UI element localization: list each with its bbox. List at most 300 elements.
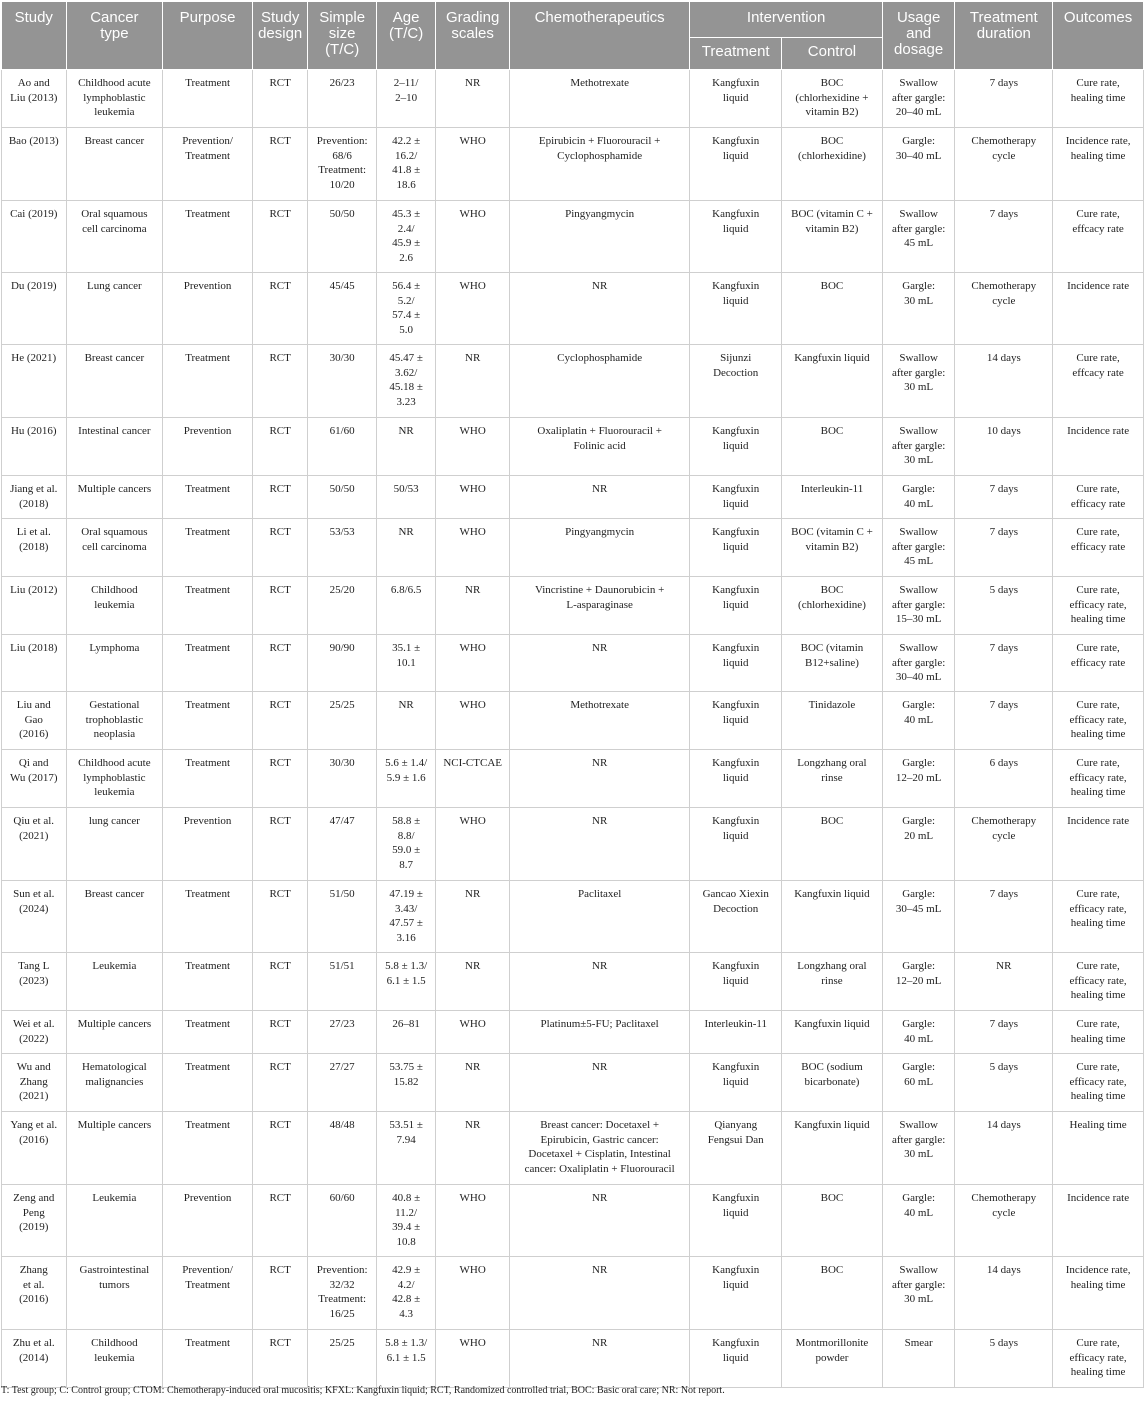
cell-cancer-type: Intestinal cancer — [66, 418, 163, 476]
cell-cancer-type: lung cancer — [66, 808, 163, 881]
cell-grading-scales: WHO — [436, 1330, 510, 1388]
cell-purpose: Prevention — [163, 1185, 253, 1257]
header-purpose: Purpose — [163, 2, 253, 70]
header-study-design: Study design — [252, 2, 307, 70]
cell-grading-scales: WHO — [436, 1011, 510, 1054]
cell-age: 56.4 ± 5.2/ 57.4 ± 5.0 — [376, 273, 435, 345]
cell-purpose: Treatment — [163, 345, 253, 418]
cell-usage-dosage: Gargle: 40 mL — [882, 1185, 955, 1257]
cell-treatment: Kangfuxin liquid — [690, 1257, 782, 1330]
cell-grading-scales: WHO — [436, 519, 510, 577]
cell-age: 5.8 ± 1.3/ 6.1 ± 1.5 — [376, 1330, 435, 1388]
cell-outcomes: Cure rate, efficacy rate, healing time — [1053, 750, 1144, 808]
cell-grading-scales: NR — [436, 1054, 510, 1112]
cell-study: Liu (2018) — [2, 635, 67, 692]
cell-age: 35.1 ± 10.1 — [376, 635, 435, 692]
cell-cancer-type: Breast cancer — [66, 881, 163, 953]
cell-purpose: Treatment — [163, 750, 253, 808]
cell-age: 26–81 — [376, 1011, 435, 1054]
cell-treatment: Kangfuxin liquid — [690, 418, 782, 476]
cell-study: Li et al. (2018) — [2, 519, 67, 577]
cell-study: Tang L (2023) — [2, 953, 67, 1011]
cell-cancer-type: Leukemia — [66, 953, 163, 1011]
cell-cancer-type: Childhood acute lymphoblastic leukemia — [66, 750, 163, 808]
cell-outcomes: Incidence rate — [1053, 808, 1144, 881]
cell-sample-size: 25/25 — [308, 1330, 377, 1388]
cell-cancer-type: Leukemia — [66, 1185, 163, 1257]
cell-usage-dosage: Swallow after gargle: 15–30 mL — [882, 577, 955, 635]
cell-grading-scales: NR — [436, 70, 510, 128]
cell-purpose: Treatment — [163, 1054, 253, 1112]
header-chemotherapeutics: Chemotherapeutics — [509, 2, 689, 70]
cell-treatment: Kangfuxin liquid — [690, 476, 782, 519]
cell-treatment-duration: 14 days — [955, 1257, 1053, 1330]
cell-age: 42.9 ± 4.2/ 42.8 ± 4.3 — [376, 1257, 435, 1330]
cell-control: BOC (vitamin C + vitamin B2) — [782, 201, 883, 273]
cell-treatment: Kangfuxin liquid — [690, 577, 782, 635]
cell-outcomes: Incidence rate — [1053, 1185, 1144, 1257]
cell-usage-dosage: Gargle: 30 mL — [882, 273, 955, 345]
cell-sample-size: 48/48 — [308, 1112, 377, 1185]
cell-control: Kangfuxin liquid — [782, 1112, 883, 1185]
cell-outcomes: Incidence rate, healing time — [1053, 1257, 1144, 1330]
cell-sample-size: 51/50 — [308, 881, 377, 953]
table-row — [2, 476, 1144, 519]
table-row — [2, 692, 1144, 750]
cell-usage-dosage: Gargle: 30–40 mL — [882, 128, 955, 201]
table-row — [2, 577, 1144, 635]
cell-study: Cai (2019) — [2, 201, 67, 273]
cell-sample-size: 51/51 — [308, 953, 377, 1011]
cell-purpose: Prevention/ Treatment — [163, 1257, 253, 1330]
cell-usage-dosage: Swallow after gargle: 45 mL — [882, 201, 955, 273]
cell-study-design: RCT — [252, 953, 307, 1011]
cell-study-design: RCT — [252, 128, 307, 201]
cell-usage-dosage: Swallow after gargle: 20–40 mL — [882, 70, 955, 128]
cell-chemotherapeutics: Cyclophosphamide — [509, 345, 689, 418]
cell-grading-scales: WHO — [436, 418, 510, 476]
cell-study-design: RCT — [252, 750, 307, 808]
cell-control: BOC — [782, 808, 883, 881]
cell-purpose: Treatment — [163, 1112, 253, 1185]
table-body — [2, 70, 1144, 1388]
cell-purpose: Treatment — [163, 1011, 253, 1054]
cell-usage-dosage: Swallow after gargle: 30–40 mL — [882, 635, 955, 692]
cell-grading-scales: NR — [436, 881, 510, 953]
table-row — [2, 1257, 1144, 1330]
cell-study-design: RCT — [252, 418, 307, 476]
cell-study-design: RCT — [252, 635, 307, 692]
cell-control: BOC — [782, 1257, 883, 1330]
cell-grading-scales: NR — [436, 345, 510, 418]
cell-study: Sun et al. (2024) — [2, 881, 67, 953]
cell-sample-size: 47/47 — [308, 808, 377, 881]
cell-outcomes: Cure rate, efficacy rate, healing time — [1053, 1054, 1144, 1112]
cell-study-design: RCT — [252, 1330, 307, 1388]
cell-age: NR — [376, 418, 435, 476]
cell-chemotherapeutics: NR — [509, 750, 689, 808]
cell-sample-size: 30/30 — [308, 750, 377, 808]
cell-treatment: Kangfuxin liquid — [690, 273, 782, 345]
cell-treatment: Kangfuxin liquid — [690, 128, 782, 201]
cell-study: Wu and Zhang (2021) — [2, 1054, 67, 1112]
cell-control: Tinidazole — [782, 692, 883, 750]
header-age: Age (T/C) — [376, 2, 435, 70]
cell-sample-size: Prevention: 68/6 Treatment: 10/20 — [308, 128, 377, 201]
header-intervention: Intervention — [690, 2, 883, 38]
cell-study-design: RCT — [252, 70, 307, 128]
cell-grading-scales: NCI-CTCAE — [436, 750, 510, 808]
cell-outcomes: Cure rate, efficacy rate, healing time — [1053, 881, 1144, 953]
cell-cancer-type: Multiple cancers — [66, 1011, 163, 1054]
table-row — [2, 128, 1144, 201]
cell-sample-size: 90/90 — [308, 635, 377, 692]
cell-sample-size: 60/60 — [308, 1185, 377, 1257]
cell-usage-dosage: Swallow after gargle: 30 mL — [882, 345, 955, 418]
cell-study-design: RCT — [252, 273, 307, 345]
cell-control: BOC (vitamin B12+saline) — [782, 635, 883, 692]
table-row — [2, 750, 1144, 808]
cell-age: 5.8 ± 1.3/ 6.1 ± 1.5 — [376, 953, 435, 1011]
cell-sample-size: 50/50 — [308, 476, 377, 519]
cell-age: 50/53 — [376, 476, 435, 519]
cell-outcomes: Incidence rate — [1053, 418, 1144, 476]
cell-study: Yang et al. (2016) — [2, 1112, 67, 1185]
cell-chemotherapeutics: NR — [509, 476, 689, 519]
cell-study-design: RCT — [252, 692, 307, 750]
cell-grading-scales: WHO — [436, 201, 510, 273]
header-sample-size: Simple size (T/C) — [308, 2, 377, 70]
cell-study: Bao (2013) — [2, 128, 67, 201]
cell-study-design: RCT — [252, 1185, 307, 1257]
cell-grading-scales: NR — [436, 1112, 510, 1185]
cell-control: BOC (sodium bicarbonate) — [782, 1054, 883, 1112]
cell-study-design: RCT — [252, 1011, 307, 1054]
cell-purpose: Prevention — [163, 808, 253, 881]
cell-sample-size: 25/25 — [308, 692, 377, 750]
cell-study: Zeng and Peng (2019) — [2, 1185, 67, 1257]
cell-study-design: RCT — [252, 1112, 307, 1185]
cell-study: Qiu et al. (2021) — [2, 808, 67, 881]
cell-cancer-type: Multiple cancers — [66, 476, 163, 519]
cell-purpose: Treatment — [163, 635, 253, 692]
cell-outcomes: Cure rate, efficacy rate, healing time — [1053, 953, 1144, 1011]
cell-purpose: Treatment — [163, 519, 253, 577]
cell-treatment: Kangfuxin liquid — [690, 1330, 782, 1388]
cell-purpose: Treatment — [163, 1330, 253, 1388]
cell-usage-dosage: Gargle: 60 mL — [882, 1054, 955, 1112]
cell-study: Ao and Liu (2013) — [2, 70, 67, 128]
cell-sample-size: 50/50 — [308, 201, 377, 273]
cell-cancer-type: Oral squamous cell carcinoma — [66, 201, 163, 273]
cell-study: Zhang et al. (2016) — [2, 1257, 67, 1330]
cell-chemotherapeutics: NR — [509, 1330, 689, 1388]
cell-usage-dosage: Swallow after gargle: 30 mL — [882, 418, 955, 476]
cell-treatment: Kangfuxin liquid — [690, 201, 782, 273]
cell-chemotherapeutics: Paclitaxel — [509, 881, 689, 953]
cell-control: Longzhang oral rinse — [782, 750, 883, 808]
cell-chemotherapeutics: Pingyangmycin — [509, 519, 689, 577]
cell-study: He (2021) — [2, 345, 67, 418]
cell-treatment: Qianyang Fengsui Dan — [690, 1112, 782, 1185]
cell-treatment-duration: 7 days — [955, 201, 1053, 273]
cell-treatment: Kangfuxin liquid — [690, 1185, 782, 1257]
cell-treatment-duration: 7 days — [955, 1011, 1053, 1054]
cell-study: Qi and Wu (2017) — [2, 750, 67, 808]
cell-purpose: Treatment — [163, 201, 253, 273]
cell-treatment-duration: NR — [955, 953, 1053, 1011]
cell-control: BOC (chlorhexidine + vitamin B2) — [782, 70, 883, 128]
cell-grading-scales: WHO — [436, 128, 510, 201]
cell-treatment-duration: 6 days — [955, 750, 1053, 808]
cell-age: 45.3 ± 2.4/ 45.9 ± 2.6 — [376, 201, 435, 273]
cell-grading-scales: WHO — [436, 808, 510, 881]
cell-treatment-duration: 7 days — [955, 881, 1053, 953]
cell-grading-scales: WHO — [436, 1257, 510, 1330]
cell-usage-dosage: Gargle: 30–45 mL — [882, 881, 955, 953]
cell-sample-size: 30/30 — [308, 345, 377, 418]
cell-usage-dosage: Swallow after gargle: 45 mL — [882, 519, 955, 577]
cell-outcomes: Cure rate, efficacy rate, healing time — [1053, 577, 1144, 635]
cell-age: 5.6 ± 1.4/ 5.9 ± 1.6 — [376, 750, 435, 808]
cell-study-design: RCT — [252, 1054, 307, 1112]
cell-purpose: Treatment — [163, 953, 253, 1011]
cell-treatment-duration: 14 days — [955, 1112, 1053, 1185]
cell-age: 42.2 ± 16.2/ 41.8 ± 18.6 — [376, 128, 435, 201]
cell-purpose: Treatment — [163, 881, 253, 953]
cell-cancer-type: Gestational trophoblastic neoplasia — [66, 692, 163, 750]
table-row — [2, 201, 1144, 273]
header-treatment: Treatment — [690, 38, 782, 70]
cell-chemotherapeutics: NR — [509, 953, 689, 1011]
table-row — [2, 881, 1144, 953]
table-row — [2, 519, 1144, 577]
cell-outcomes: Cure rate, efficacy rate — [1053, 635, 1144, 692]
cell-usage-dosage: Gargle: 20 mL — [882, 808, 955, 881]
cell-control: Montmorillonite powder — [782, 1330, 883, 1388]
cell-treatment-duration: 7 days — [955, 476, 1053, 519]
cell-study-design: RCT — [252, 476, 307, 519]
table-row — [2, 1112, 1144, 1185]
cell-outcomes: Cure rate, effcacy rate — [1053, 345, 1144, 418]
table-row — [2, 808, 1144, 881]
cell-usage-dosage: Gargle: 40 mL — [882, 476, 955, 519]
cell-study-design: RCT — [252, 519, 307, 577]
cell-treatment: Interleukin-11 — [690, 1011, 782, 1054]
cell-treatment: Kangfuxin liquid — [690, 635, 782, 692]
table-row — [2, 1011, 1144, 1054]
cell-sample-size: 25/20 — [308, 577, 377, 635]
cell-usage-dosage: Smear — [882, 1330, 955, 1388]
cell-control: Kangfuxin liquid — [782, 345, 883, 418]
table-footnote: T: Test group; C: Control group; CTOM: Chemotherapy-induced oral mucositis; KFXL: Kangfuxin liquid; RCT, Randomized controlled trial, BOC: Basic oral care; NR: Not report. — [1, 1385, 725, 1396]
cell-outcomes: Incidence rate — [1053, 273, 1144, 345]
cell-sample-size: Prevention: 32/32 Treatment: 16/25 — [308, 1257, 377, 1330]
cell-chemotherapeutics: NR — [509, 1054, 689, 1112]
cell-study: Hu (2016) — [2, 418, 67, 476]
cell-study-design: RCT — [252, 881, 307, 953]
cell-cancer-type: Childhood leukemia — [66, 577, 163, 635]
table-row — [2, 953, 1144, 1011]
cell-cancer-type: Gastrointestinal tumors — [66, 1257, 163, 1330]
cell-purpose: Treatment — [163, 476, 253, 519]
cell-purpose: Prevention — [163, 273, 253, 345]
cell-grading-scales: WHO — [436, 476, 510, 519]
cell-chemotherapeutics: Methotrexate — [509, 692, 689, 750]
cell-treatment: Gancao Xiexin Decoction — [690, 881, 782, 953]
header-usage-dosage: Usage and dosage — [882, 2, 955, 70]
cell-purpose: Treatment — [163, 692, 253, 750]
cell-cancer-type: Childhood leukemia — [66, 1330, 163, 1388]
cell-study-design: RCT — [252, 577, 307, 635]
cell-cancer-type: Lung cancer — [66, 273, 163, 345]
cell-control: BOC — [782, 1185, 883, 1257]
cell-treatment-duration: 5 days — [955, 1054, 1053, 1112]
cell-treatment-duration: 14 days — [955, 345, 1053, 418]
cell-age: 47.19 ± 3.43/ 47.57 ± 3.16 — [376, 881, 435, 953]
table-header-row — [2, 2, 1144, 38]
cell-study-design: RCT — [252, 1257, 307, 1330]
cell-treatment-duration: 5 days — [955, 577, 1053, 635]
cell-sample-size: 45/45 — [308, 273, 377, 345]
cell-treatment: Kangfuxin liquid — [690, 1054, 782, 1112]
cell-grading-scales: WHO — [436, 692, 510, 750]
table-row — [2, 418, 1144, 476]
header-grading-scales: Grading scales — [436, 2, 510, 70]
cell-outcomes: Cure rate, efficacy rate, healing time — [1053, 1330, 1144, 1388]
cell-study-design: RCT — [252, 345, 307, 418]
cell-chemotherapeutics: NR — [509, 273, 689, 345]
cell-treatment: Kangfuxin liquid — [690, 953, 782, 1011]
cell-treatment: Kangfuxin liquid — [690, 808, 782, 881]
table-row — [2, 70, 1144, 128]
cell-chemotherapeutics: NR — [509, 635, 689, 692]
cell-cancer-type: Childhood acute lymphoblastic leukemia — [66, 70, 163, 128]
cell-study: Liu (2012) — [2, 577, 67, 635]
cell-usage-dosage: Gargle: 40 mL — [882, 1011, 955, 1054]
cell-control: Longzhang oral rinse — [782, 953, 883, 1011]
cell-sample-size: 27/23 — [308, 1011, 377, 1054]
cell-cancer-type: Lymphoma — [66, 635, 163, 692]
cell-chemotherapeutics: Methotrexate — [509, 70, 689, 128]
cell-sample-size: 27/27 — [308, 1054, 377, 1112]
cell-outcomes: Cure rate, effcacy rate — [1053, 201, 1144, 273]
cell-control: BOC — [782, 418, 883, 476]
header-treatment-duration: Treatment duration — [955, 2, 1053, 70]
cell-treatment-duration: 7 days — [955, 70, 1053, 128]
cell-cancer-type: Oral squamous cell carcinoma — [66, 519, 163, 577]
cell-age: NR — [376, 692, 435, 750]
cell-age: 45.47 ± 3.62/ 45.18 ± 3.23 — [376, 345, 435, 418]
cell-age: 58.8 ± 8.8/ 59.0 ± 8.7 — [376, 808, 435, 881]
cell-study: Zhu et al. (2014) — [2, 1330, 67, 1388]
cell-control: Kangfuxin liquid — [782, 1011, 883, 1054]
cell-treatment-duration: 10 days — [955, 418, 1053, 476]
cell-cancer-type: Hematological malignancies — [66, 1054, 163, 1112]
cell-outcomes: Cure rate, healing time — [1053, 70, 1144, 128]
cell-control: Interleukin-11 — [782, 476, 883, 519]
header-cancer-type: Cancer type — [66, 2, 163, 70]
cell-control: BOC (chlorhexidine) — [782, 128, 883, 201]
cell-sample-size: 53/53 — [308, 519, 377, 577]
cell-sample-size: 26/23 — [308, 70, 377, 128]
cell-outcomes: Cure rate, efficacy rate — [1053, 519, 1144, 577]
cell-cancer-type: Multiple cancers — [66, 1112, 163, 1185]
cell-grading-scales: NR — [436, 953, 510, 1011]
header-outcomes: Outcomes — [1053, 2, 1144, 70]
cell-treatment-duration: 7 days — [955, 692, 1053, 750]
cell-grading-scales: NR — [436, 577, 510, 635]
cell-grading-scales: WHO — [436, 273, 510, 345]
cell-usage-dosage: Swallow after gargle: 30 mL — [882, 1112, 955, 1185]
cell-chemotherapeutics: Breast cancer: Docetaxel + Epirubicin, Gastric cancer: Docetaxel + Cisplatin, Intestinal cancer: Oxaliplatin + Fluorouracil — [509, 1112, 689, 1185]
cell-usage-dosage: Gargle: 40 mL — [882, 692, 955, 750]
cell-age: 6.8/6.5 — [376, 577, 435, 635]
cell-outcomes: Incidence rate, healing time — [1053, 128, 1144, 201]
cell-usage-dosage: Gargle: 12–20 mL — [882, 953, 955, 1011]
cell-treatment-duration: 7 days — [955, 519, 1053, 577]
cell-outcomes: Cure rate, efficacy rate, healing time — [1053, 692, 1144, 750]
cell-sample-size: 61/60 — [308, 418, 377, 476]
cell-usage-dosage: Gargle: 12–20 mL — [882, 750, 955, 808]
cell-outcomes: Healing time — [1053, 1112, 1144, 1185]
cell-treatment-duration: 5 days — [955, 1330, 1053, 1388]
cell-control: Kangfuxin liquid — [782, 881, 883, 953]
header-study: Study — [2, 2, 67, 70]
cell-cancer-type: Breast cancer — [66, 128, 163, 201]
cell-cancer-type: Breast cancer — [66, 345, 163, 418]
cell-treatment: Kangfuxin liquid — [690, 750, 782, 808]
table-row — [2, 635, 1144, 692]
cell-purpose: Prevention/ Treatment — [163, 128, 253, 201]
cell-control: BOC (chlorhexidine) — [782, 577, 883, 635]
cell-study: Du (2019) — [2, 273, 67, 345]
table-row — [2, 1330, 1144, 1388]
cell-treatment: Kangfuxin liquid — [690, 519, 782, 577]
cell-chemotherapeutics: NR — [509, 808, 689, 881]
cell-grading-scales: WHO — [436, 1185, 510, 1257]
cell-age: 40.8 ± 11.2/ 39.4 ± 10.8 — [376, 1185, 435, 1257]
cell-chemotherapeutics: Vincristine + Daunorubicin + L-asparaginase — [509, 577, 689, 635]
cell-control: BOC (vitamin C + vitamin B2) — [782, 519, 883, 577]
cell-outcomes: Cure rate, healing time — [1053, 1011, 1144, 1054]
cell-treatment: Kangfuxin liquid — [690, 692, 782, 750]
cell-outcomes: Cure rate, efficacy rate — [1053, 476, 1144, 519]
cell-chemotherapeutics: Oxaliplatin + Fluorouracil + Folinic acid — [509, 418, 689, 476]
cell-treatment-duration: 7 days — [955, 635, 1053, 692]
cell-usage-dosage: Swallow after gargle: 30 mL — [882, 1257, 955, 1330]
cell-age: NR — [376, 519, 435, 577]
cell-study-design: RCT — [252, 808, 307, 881]
cell-age: 53.75 ± 15.82 — [376, 1054, 435, 1112]
cell-chemotherapeutics: NR — [509, 1257, 689, 1330]
cell-treatment-duration: Chemotherapy cycle — [955, 273, 1053, 345]
cell-treatment: Kangfuxin liquid — [690, 70, 782, 128]
cell-chemotherapeutics: NR — [509, 1185, 689, 1257]
table-row — [2, 345, 1144, 418]
cell-treatment-duration: Chemotherapy cycle — [955, 128, 1053, 201]
cell-chemotherapeutics: Platinum±5-FU; Paclitaxel — [509, 1011, 689, 1054]
table-row — [2, 273, 1144, 345]
cell-treatment: Sijunzi Decoction — [690, 345, 782, 418]
cell-purpose: Treatment — [163, 577, 253, 635]
cell-study-design: RCT — [252, 201, 307, 273]
cell-study: Wei et al. (2022) — [2, 1011, 67, 1054]
cell-study: Jiang et al. (2018) — [2, 476, 67, 519]
table-row — [2, 1185, 1144, 1257]
cell-chemotherapeutics: Epirubicin + Fluorouracil + Cyclophosphamide — [509, 128, 689, 201]
cell-control: BOC — [782, 273, 883, 345]
